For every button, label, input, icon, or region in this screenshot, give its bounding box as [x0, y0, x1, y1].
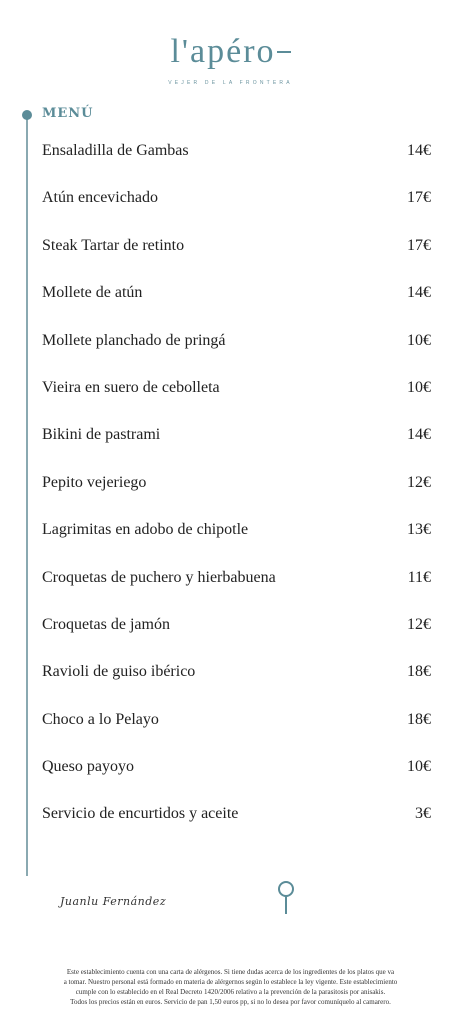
menu-item-name: Ensaladilla de Gambas	[42, 142, 189, 159]
logo-wordmark	[170, 32, 290, 72]
menu-item-price: 10€	[407, 378, 431, 396]
menu-item-price: 13€	[407, 521, 431, 539]
menu-item	[42, 377, 431, 424]
menu-item-name: Steak Tartar de retinto	[42, 236, 185, 254]
menu-item-name: Croquetas de puchero y hierbabuena	[42, 568, 276, 586]
menu-item-price: 10€	[407, 331, 431, 349]
allergen-notice	[10, 967, 451, 1007]
menu-list	[42, 140, 431, 851]
menu-item	[42, 140, 431, 187]
menu-item	[42, 235, 431, 282]
menu-item	[42, 282, 431, 329]
footer-line: a tomar. Nuestro personal está formado en materia de alérgernos según lo establece la ley vigente. Este establecimiento	[63, 978, 398, 986]
logo-text: l'apéro	[170, 33, 276, 70]
menu-item-name: Bikini de pastrami	[42, 426, 161, 444]
footer-line: cumple con lo establecido en el Real Decreto 1420/2006 relativo a la prevención de la parasitosis por anisakis.	[75, 988, 386, 996]
menu-item-name: Mollete planchado de pringá	[42, 331, 226, 349]
menu-item-price: 18€	[407, 663, 431, 681]
menu-item	[42, 709, 431, 756]
menu-item-name: Choco a lo Pelayo	[42, 710, 159, 728]
menu-item-name: Croquetas de jamón	[42, 615, 170, 633]
menu-title: MENÚ	[42, 106, 94, 121]
menu-item-name: Servicio de encurtidos y aceite	[42, 805, 239, 823]
menu-item	[42, 330, 431, 377]
menu-item-price: 12€	[407, 615, 431, 633]
menu-item	[42, 519, 431, 566]
menu-item	[42, 567, 431, 614]
menu-item-price: 14€	[407, 142, 431, 159]
menu-item	[42, 661, 431, 708]
logo-subtitle: VEJER DE LA FRONTERA	[168, 80, 293, 86]
key-emblem-icon	[276, 880, 296, 916]
menu-item	[42, 187, 431, 234]
menu-item-name: Vieira en suero de cebolleta	[42, 378, 220, 396]
menu-item-price: 10€	[407, 758, 431, 776]
menu-item-name: Mollete de atún	[42, 284, 143, 302]
timeline-dot-icon	[22, 110, 32, 120]
menu-item	[42, 803, 431, 850]
menu-item-price: 11€	[407, 568, 431, 586]
menu-item-price: 17€	[407, 189, 431, 207]
menu-item	[42, 424, 431, 471]
menu-item-price: 18€	[407, 710, 431, 728]
menu-item-name: Pepito vejeriego	[42, 473, 147, 491]
chef-signature: Juanlu Fernández	[60, 895, 167, 908]
footer-line: Todos los precios están en euros. Servicio de pan 1,50 euros pp, si no lo desea por favor comuníquelo al camarero.	[70, 998, 391, 1006]
menu-item-name: Atún encevichado	[42, 189, 158, 207]
menu-item-price: 3€	[415, 805, 431, 823]
logo	[0, 32, 461, 86]
menu-item	[42, 614, 431, 661]
logo-dash-icon	[277, 51, 291, 53]
timeline-rail	[26, 114, 28, 876]
menu-item-price: 14€	[407, 426, 431, 444]
menu-item-price: 14€	[407, 284, 431, 302]
menu-item-name: Lagrimitas en adobo de chipotle	[42, 521, 249, 539]
menu-item-price: 12€	[407, 473, 431, 491]
menu-item-price: 17€	[407, 236, 431, 254]
menu-item	[42, 472, 431, 519]
menu-item-name: Ravioli de guiso ibérico	[42, 663, 196, 681]
footer-line: Este establecimiento cuenta con una carta de alérgenos. Si tiene dudas acerca de los ingredientes de los platos que va	[66, 968, 395, 976]
menu-item-name: Queso payoyo	[42, 758, 134, 776]
menu-item	[42, 756, 431, 803]
